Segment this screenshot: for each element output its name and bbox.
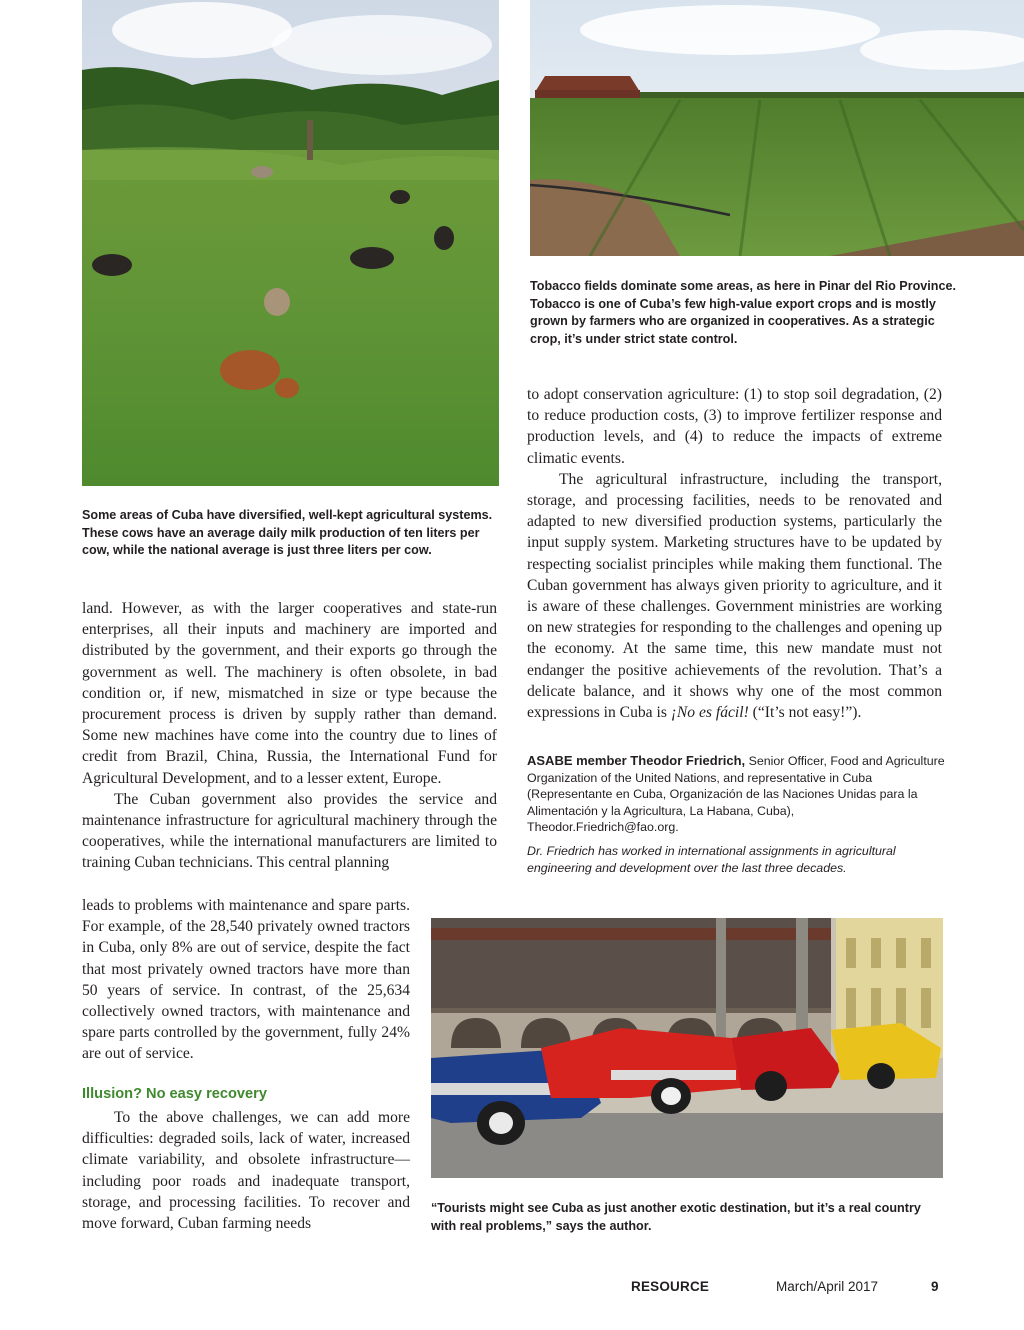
left-paragraph-2-continued: leads to problems with maintenance and spare parts. For example, of the 28,540 privately owned tractors in Cuba, only 8% are out of service, despite the fact that most privately owned tractors have more than 50 years of service. In contrast, of the 25,634 collectively owned tractors, with maintenance and spare parts controlled by the government, fully 24% are out of service. bbox=[82, 897, 410, 1063]
right-paragraph-2-end: (“It’s not easy!”). bbox=[748, 704, 862, 722]
author-details: Senior Officer, Food and Agriculture Organization of the United Nations, and representative in Cuba (Representante en Cuba, Organización de las Naciones Unidas para la Alimentación y la Agricultura, La Habana, Cuba), Theodor.Friedrich@fao.org. bbox=[527, 754, 945, 835]
left-paragraph-1: land. However, as with the larger cooperatives and state-run enterprises, all their inputs and machinery are imported and distributed by the government, and their exports go through the government as well. The machinery is often obsolete, in bad condition or, if new, mismatched in size or type because the procurement process is driven by supply rather than demand. Some new machines have come into the country due to lines of credit from Brazil, China, Russia, the International Fund for Agricultural Development, and to a lesser extent, Europe. bbox=[82, 600, 497, 787]
left-column-text-bottom bbox=[82, 1107, 410, 1234]
author-bio bbox=[527, 753, 947, 836]
left-paragraph-3: To the above challenges, we can add more difficulties: degraded soils, lack of water, increased climate variability, and obsolete infrastructure—including poor roads and inadequate transport, storage, and processing facilities. To recover and move forward, Cuban farming needs bbox=[82, 1109, 410, 1233]
subhead-illusion: Illusion? No easy recovery bbox=[82, 1086, 267, 1102]
left-paragraph-2: The Cuban government also provides the service and maintenance infrastructure for agricultural machinery through the cooperatives, while the international manufacturers are limited to training Cuban technicians. This central planning bbox=[82, 790, 497, 872]
expression-no-es-facil: ¡No es fácil! bbox=[670, 704, 749, 722]
tobacco-photo-caption: Tobacco fields dominate some areas, as here in Pinar del Rio Province. Tobacco is one of Cuba’s few high-value export crops and is mostly grown by farmers who are organized in cooperatives. As a strategic crop, it’s under strict state control. bbox=[530, 279, 956, 346]
right-paragraph-1: to adopt conservation agriculture: (1) to stop soil degradation, (2) to reduce production costs, (3) to improve fertilizer response and production levels, and (4) to reduce the impacts of extreme climatic events. bbox=[527, 386, 942, 467]
cows-photo-caption: Some areas of Cuba have diversified, well-kept agricultural systems. These cows have an average daily milk production of ten liters per cow, while the national average is just three liters per cow. bbox=[82, 508, 493, 557]
footer-issue-date: March/April 2017 bbox=[776, 1279, 879, 1294]
left-column-text-top bbox=[82, 598, 497, 874]
right-column-text bbox=[527, 384, 942, 723]
right-paragraph-2-text: The agricultural infrastructure, including the transport, storage, and processing facilities, needs to be renovated and adapted to new diversified production systems, particularly the input supply system. Marketing structures have to be updated by respecting socialist principles while making them functional. The Cuban government has always given priority to agriculture, and it is aware of these challenges. Government ministries are working on new strategies for responding to the challenges and opening up the economy. At the same time, this new mandate must not endanger the positive achievements of the revolution. That’s a delicate balance, and it shows why one of the most common expressions in Cuba is bbox=[527, 470, 942, 722]
right-paragraph-2 bbox=[527, 469, 942, 723]
footer-magazine-title: RESOURCE bbox=[631, 1279, 710, 1294]
author-note: Dr. Friedrich has worked in international assignments in agricultural engineering and development over the last three decades. bbox=[527, 844, 896, 875]
tobacco-photo bbox=[530, 0, 1024, 256]
footer-page-number: 9 bbox=[931, 1279, 939, 1294]
cars-photo-caption: “Tourists might see Cuba as just another exotic destination, but it’s a real country with real problems,” says the author. bbox=[431, 1201, 921, 1233]
cows-photo bbox=[82, 0, 499, 486]
left-column-text-narrow bbox=[82, 895, 410, 1065]
cars-photo bbox=[431, 918, 943, 1178]
author-name: ASABE member Theodor Friedrich, bbox=[527, 753, 746, 768]
